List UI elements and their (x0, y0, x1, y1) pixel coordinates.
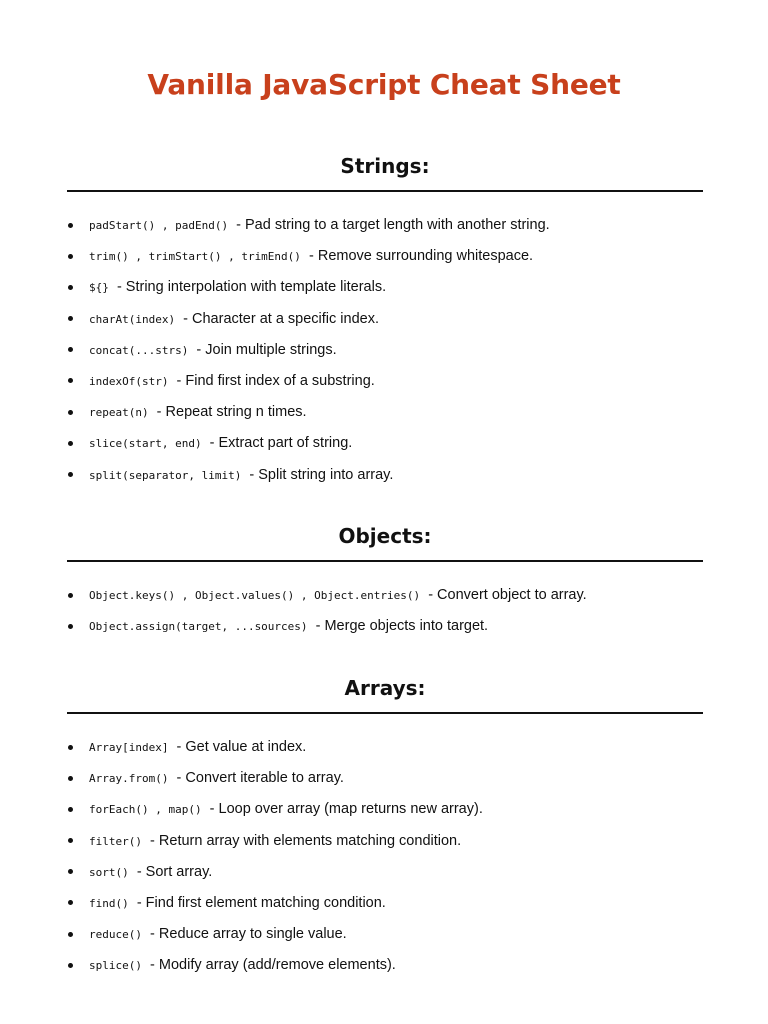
item-description: - Pad string to a target length with another string. (236, 217, 550, 233)
item-description: - Convert iterable to array. (176, 770, 344, 787)
bullet-icon (68, 838, 73, 843)
code-snippet: Object.keys() , Object.values() , Object.entries() (89, 589, 421, 602)
bullet-icon (68, 745, 73, 750)
bullet-icon (68, 285, 73, 290)
objects-list (67, 580, 703, 642)
item-description: - Get value at index. (176, 739, 307, 755)
list-item (67, 210, 703, 241)
section-divider (67, 712, 703, 714)
item-description: - Join multiple strings. (196, 341, 337, 358)
bullet-icon (68, 316, 73, 321)
code-snippet: forEach() , map() (89, 803, 202, 817)
list-item (67, 304, 703, 335)
item-description: - Sort array. (136, 863, 213, 880)
strings-list (67, 210, 703, 491)
bullet-icon (68, 869, 73, 874)
bullet-icon (68, 932, 73, 937)
page-title: Vanilla JavaScript Cheat Sheet (147, 68, 621, 101)
section-divider (67, 190, 703, 192)
code-snippet: indexOf(str) (89, 374, 169, 388)
item-description: - Return array with elements matching condition. (150, 832, 462, 849)
list-item (67, 366, 703, 397)
list-item (67, 888, 703, 919)
item-description: - Convert object to array. (428, 587, 587, 603)
code-snippet: trim() , trimStart() , trimEnd() (89, 250, 301, 264)
list-item (67, 580, 703, 611)
item-description: - Repeat string n times. (156, 404, 307, 421)
list-item (67, 428, 703, 459)
list-item (67, 460, 703, 491)
bullet-icon (68, 254, 73, 259)
code-snippet: ${} (89, 281, 109, 295)
item-description: - Remove surrounding whitespace. (308, 248, 534, 265)
item-description: - Find first element matching condition. (136, 894, 386, 911)
code-snippet: filter() (89, 834, 142, 848)
list-item (67, 732, 703, 763)
bullet-icon (68, 378, 73, 383)
list-item (67, 335, 703, 366)
list-item (67, 241, 703, 272)
item-description: - Extract part of string. (209, 435, 353, 452)
bullet-icon (68, 776, 73, 781)
bullet-icon (68, 472, 73, 477)
bullet-icon (68, 900, 73, 905)
item-description: - Modify array (add/remove elements). (150, 957, 396, 974)
code-snippet: splice() (89, 959, 142, 973)
item-description: - Split string into array. (249, 466, 394, 483)
arrays-section (67, 673, 703, 982)
code-snippet: sort() (89, 865, 129, 879)
section-divider (67, 560, 703, 562)
list-item (67, 763, 703, 794)
code-snippet: Object.assign(target, ...sources) (89, 620, 308, 634)
bullet-icon (68, 593, 73, 598)
code-snippet: charAt(index) (89, 312, 176, 326)
bullet-icon (68, 347, 73, 352)
list-item (67, 857, 703, 888)
code-snippet: reduce() (89, 928, 142, 942)
item-description: - Reduce array to single value. (150, 926, 347, 943)
section-heading: Strings: (340, 154, 430, 178)
bullet-icon (68, 410, 73, 415)
list-item (67, 272, 703, 303)
code-snippet: Array.from() (89, 772, 169, 786)
code-snippet: Array[index] (89, 741, 169, 754)
list-item (67, 794, 703, 825)
list-item (67, 950, 703, 981)
bullet-icon (68, 807, 73, 812)
bullet-icon (68, 963, 73, 968)
code-snippet: split(separator, limit) (89, 468, 242, 482)
code-snippet: concat(...strs) (89, 343, 189, 357)
code-snippet: slice(start, end) (89, 437, 202, 451)
section-heading: Objects: (338, 524, 432, 548)
bullet-icon (68, 223, 73, 228)
arrays-list (67, 732, 703, 982)
list-item (67, 397, 703, 428)
objects-section (67, 521, 703, 642)
item-description: - Merge objects into target. (315, 618, 489, 635)
item-description: - Find first index of a substring. (176, 372, 375, 389)
list-item (67, 826, 703, 857)
strings-section (67, 151, 703, 491)
code-snippet: repeat(n) (89, 406, 149, 420)
item-description: - Loop over array (map returns new array). (209, 801, 483, 818)
code-snippet: find() (89, 896, 129, 910)
item-description: - String interpolation with template literals. (116, 279, 387, 296)
list-item (67, 919, 703, 950)
item-description: - Character at a specific index. (183, 310, 379, 327)
list-item (67, 611, 703, 642)
bullet-icon (68, 624, 73, 629)
section-heading: Arrays: (344, 676, 426, 700)
code-snippet: padStart() , padEnd() (89, 219, 229, 232)
bullet-icon (68, 441, 73, 446)
